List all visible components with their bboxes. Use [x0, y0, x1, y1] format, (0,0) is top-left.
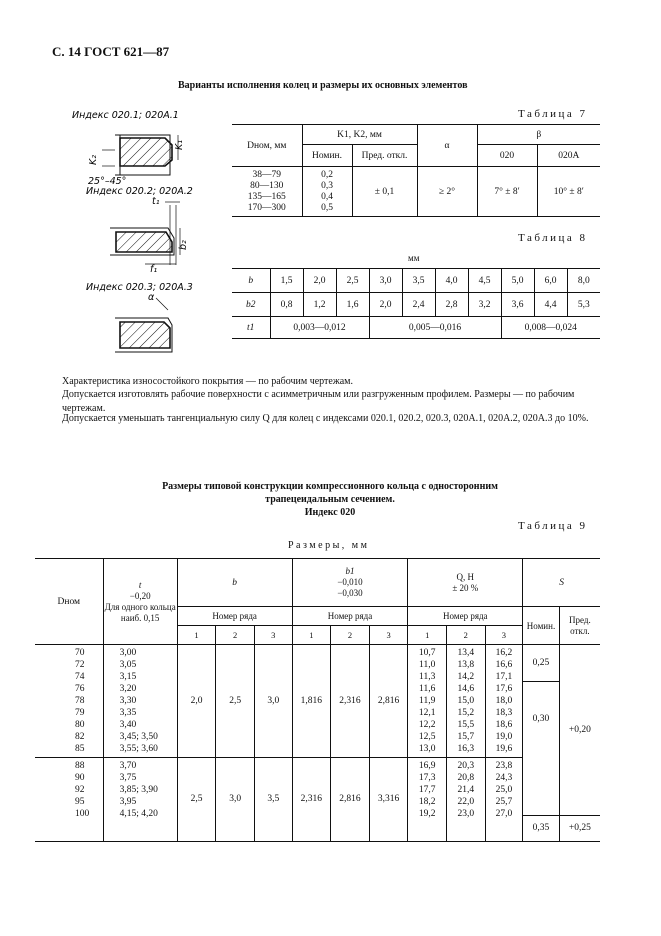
- table8-label: Таблица 8: [518, 232, 588, 244]
- t9-head-q: Q, Н ± 20 %: [408, 559, 523, 607]
- t9-head-b1: b1 −0,010 −0,030: [292, 559, 408, 607]
- t9-group-2: 88 90 92 95 100 3,70 3,75 3,85; 3,90 3,95 4,15; 4,20 2,5 3,0 3,5 2,316 2,816 3,316 16,9 17,3 17,7 18,2 19,2 20,3 20,8 21,4 22,0 23,0 23,8 24,3 25,0 25,7 27,0 0,35: [35, 757, 600, 842]
- t9-head-b: b: [232, 577, 238, 588]
- s-nom-2: 0,30: [532, 714, 550, 724]
- svg-text:f₁: f₁: [150, 264, 158, 275]
- page-header: С. 14 ГОСТ 621—87: [52, 44, 170, 59]
- table-9: Dном t −0,20 Для одного кольца наиб. 0,15 b b1 −0,010 −0,030 Q, Н ± 20 % S Номер ряда Номер ряда Номер ряда Номин. Пред. откл. 1 2 3 1 2 3 1 2 3 70 72 74 76 78 79 80 82 85 3,00 3,05 3,15 3,20 3,30 3,35 3,40 3,45; 3,50 3,55; 3,60 2,0 2,5 3,0 1,816 2,316 2,816 10,7 11,0 11,3 11,6 11,9 12,1 12,2 12,5 13,0 13,4 13,8 14,2 14,6 15,0 15,2 15,5 15,7 16,3 16,2 16,6 17,1 17,6 18,0 18,3 18,6 19,0 19,6 0,25 0,30 +0,20 +0,25 88 90 92 95 100 3,70 3,75 3,85; 3,90 3,95 4,15; 4,20 2,5 3,0 3,5 2,316 2,816 3,316 16,9 17,3 17,7 18,2 19,2 20,3 20,8 21,4 22,0 23,0 23,8 24,3 25,0 25,7 27,0 0,35: [35, 558, 600, 842]
- table9-label: Таблица 9: [518, 520, 588, 532]
- svg-text:b₂: b₂: [178, 240, 189, 250]
- paragraph-profile: Допускается изготовлять рабочие поверхности с асимметричным или разгруженным профилем. Размеры — по рабочим чертежам.: [62, 389, 575, 414]
- s-pred-1: +0,20: [560, 645, 600, 816]
- paragraph-force: Допускается уменьшать тангенциальную силу Q для колец с индексами 020.1, 020.2, 020.3, 020А.1, 020А.2, 020А.3 до 10%.: [62, 413, 589, 424]
- table-7: Dном, мм K1, K2, мм α β Номин. Пред. откл. 020 020А 38—79 80—130 135—165 170—300 0,2 0,3 0,4 0,5 ± 0,1 ≥ 2° 7° ± 8′ 10° ± 8′: [232, 124, 600, 217]
- profile-020-3: [86, 282, 193, 352]
- t7-head-dnom: Dном, мм: [232, 125, 302, 167]
- t9-group-1: 70 72 74 76 78 79 80 82 85 3,00 3,05 3,15 3,20 3,30 3,35 3,40 3,45; 3,50 3,55; 3,60 2,0 2,5 3,0 1,816 2,316 2,816 10,7 11,0 11,3 11,6 11,9 12,1 12,2 12,5 13,0 13,4 13,8 14,2 14,6 15,0 15,2 15,5 15,7 16,3 16,2 16,6 17,1 17,6 18,0 18,3 18,6 19,0 19,6 0,25 0,30 +0,20 +0,25: [35, 645, 600, 758]
- section-title-020: Размеры типовой конструкции компрессионного кольца с односторонним трапецеидальным сечением. Индекс 020: [162, 481, 498, 518]
- table8-unit: мм: [408, 253, 420, 263]
- t9-head-t: t −0,20 Для одного кольца наиб. 0,15: [103, 559, 177, 645]
- svg-text:25°–45°: 25°–45°: [88, 176, 127, 187]
- profile-020-2: [86, 186, 193, 275]
- t9-head-s: S: [559, 577, 564, 588]
- t7-ranges: 38—79 80—130 135—165 170—300: [232, 167, 302, 217]
- s-pred-2: +0,25: [568, 823, 591, 833]
- table7-label: Таблица 7: [518, 108, 588, 120]
- s-nom-3: 0,35: [532, 823, 550, 833]
- paragraph-coating: Характеристика износостойкого покрытия — по рабочим чертежам.: [62, 376, 354, 387]
- profile-020-1: [72, 110, 185, 187]
- t8-row-b2: b2 0,8 1,2 1,6 2,0 2,4 2,8 3,2 3,6 4,4 5,3: [232, 293, 600, 317]
- t7-head-k: K1, K2, мм: [302, 125, 417, 145]
- s-nom-2-cont: [523, 757, 559, 816]
- svg-text:K₁: K₁: [174, 139, 185, 150]
- table9-caption: Размеры, мм: [288, 540, 370, 551]
- t9-head-dnom: Dном: [35, 559, 103, 645]
- t8-row-t1: t1 0,003—0,012 0,005—0,016 0,008—0,024: [232, 317, 600, 339]
- section-title-variants: Варианты исполнения колец и размеры их основных элементов: [178, 80, 468, 91]
- ring-profiles-drawing: [60, 100, 235, 365]
- svg-text:α: α: [148, 292, 155, 303]
- t7-alpha: ≥ 2°: [417, 167, 477, 217]
- t7-head-beta: β: [477, 125, 600, 145]
- t7-head-alpha: α: [417, 125, 477, 167]
- table-8: [232, 268, 600, 339]
- t8-row-b: b 1,5 2,0 2,5 3,0 3,5 4,0 4,5 5,0 6,0 8,0: [232, 269, 600, 293]
- svg-text:t₁: t₁: [152, 196, 160, 207]
- label-index-1: Индекс 020.1; 020А.1: [72, 110, 179, 121]
- label-index-3: Индекс 020.3; 020А.3: [86, 282, 193, 293]
- s-nom-1: 0,25: [523, 645, 559, 682]
- svg-text:K₂: K₂: [88, 154, 99, 165]
- t7-b020a: 10° ± 8′: [553, 186, 584, 197]
- label-index-2: Индекс 020.2; 020А.2: [86, 186, 193, 197]
- t7-nominals: 0,2 0,3 0,4 0,5: [302, 167, 352, 217]
- t7-b020: 7° ± 8′: [477, 167, 537, 217]
- t7-pred: ± 0,1: [352, 167, 417, 217]
